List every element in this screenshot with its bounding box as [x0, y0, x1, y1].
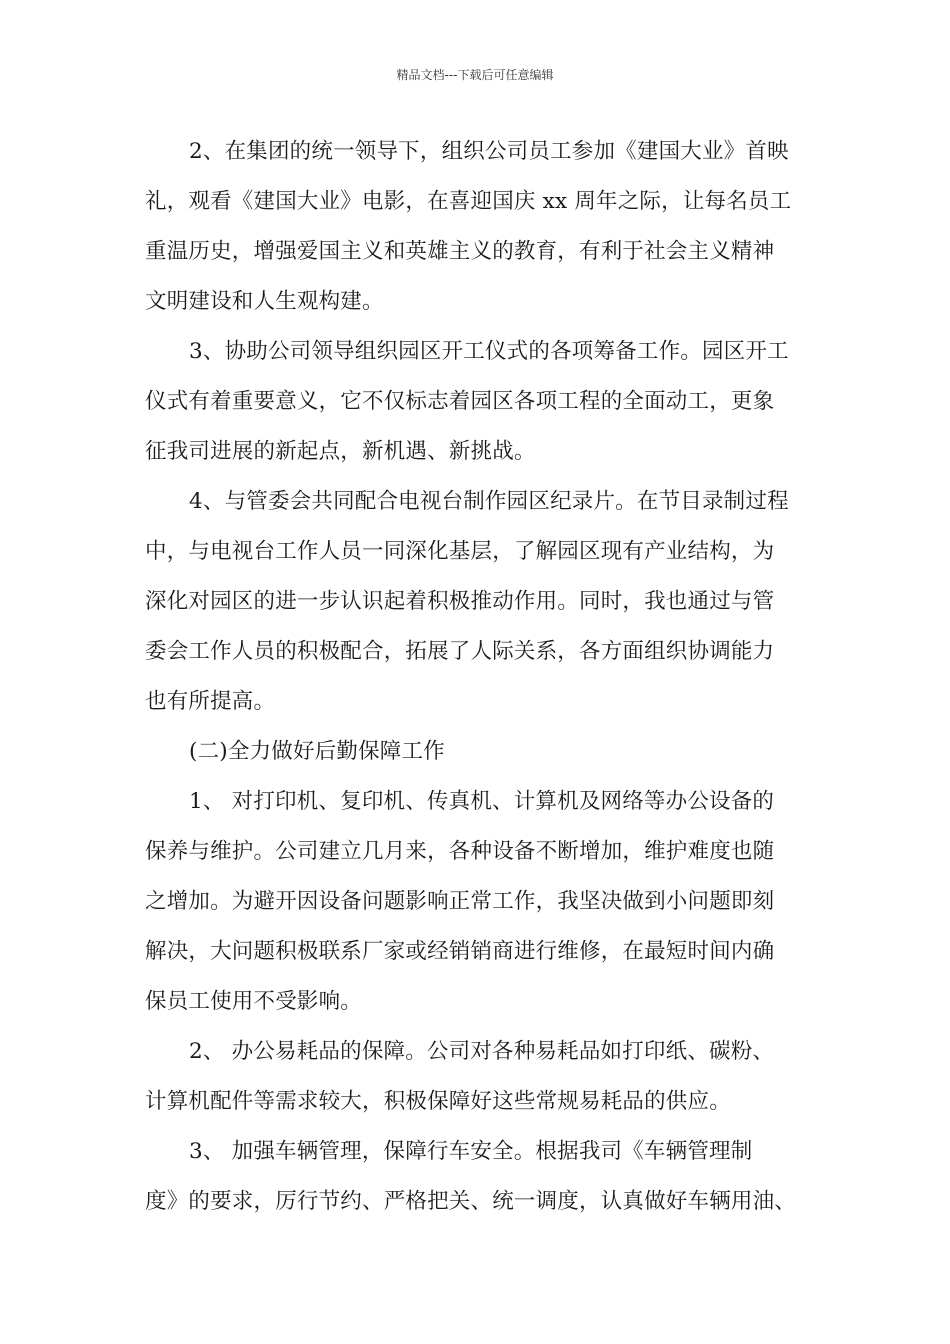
- text-line: (二)全力做好后勤保障工作: [189, 739, 445, 764]
- text-line: 委会工作人员的积极配合，拓展了人际关系，各方面组织协调能力: [145, 639, 775, 664]
- text-line: 重温历史，增强爱国主义和英雄主义的教育，有利于社会主义精神: [145, 239, 775, 264]
- text-line: 3、 加强车辆管理，保障行车安全。根据我司《车辆管理制: [189, 1139, 753, 1164]
- text-line: 1、 对打印机、复印机、传真机、计算机及网络等办公设备的: [189, 789, 775, 814]
- text-line: 保员工使用不受影响。: [145, 989, 363, 1014]
- text-line: 解决，大问题积极联系厂家或经销销商进行维修，在最短时间内确: [145, 939, 775, 964]
- text-line: 也有所提高。: [145, 689, 276, 714]
- text-line: 2、在集团的统一领导下，组织公司员工参加《建国大业》首映: [189, 139, 789, 164]
- text-line: 礼，观看《建国大业》电影，在喜迎国庆 xx 周年之际，让每名员工: [145, 189, 792, 214]
- text-line: 文明建设和人生观构建。: [145, 289, 384, 314]
- page-header: 精品文档---下载后可任意编辑: [396, 68, 554, 82]
- text-line: 深化对园区的进一步认识起着积极推动作用。同时，我也通过与管: [145, 589, 775, 614]
- text-line: 4、与管委会共同配合电视台制作园区纪录片。在节目录制过程: [189, 489, 789, 514]
- text-line: 征我司进展的新起点，新机遇、新挑战。: [145, 439, 536, 464]
- text-line: 之增加。为避开因设备问题影响正常工作，我坚决做到小问题即刻: [145, 889, 775, 914]
- body-text: [145, 127, 825, 1227]
- text-line: 3、协助公司领导组织园区开工仪式的各项筹备工作。园区开工: [189, 339, 789, 364]
- text-line: 度》的要求，厉行节约、严格把关、统一调度，认真做好车辆用油、: [145, 1189, 797, 1214]
- text-line: 计算机配件等需求较大，积极保障好这些常规易耗品的供应。: [145, 1089, 731, 1114]
- text-line: 中，与电视台工作人员一同深化基层，了解园区现有产业结构，为: [145, 539, 775, 564]
- text-line: 仪式有着重要意义，它不仅标志着园区各项工程的全面动工，更象: [145, 389, 775, 414]
- text-line: 2、 办公易耗品的保障。公司对各种易耗品如打印纸、碳粉、: [189, 1039, 775, 1064]
- text-line: 保养与维护。公司建立几月来，各种设备不断增加，维护难度也随: [145, 839, 775, 864]
